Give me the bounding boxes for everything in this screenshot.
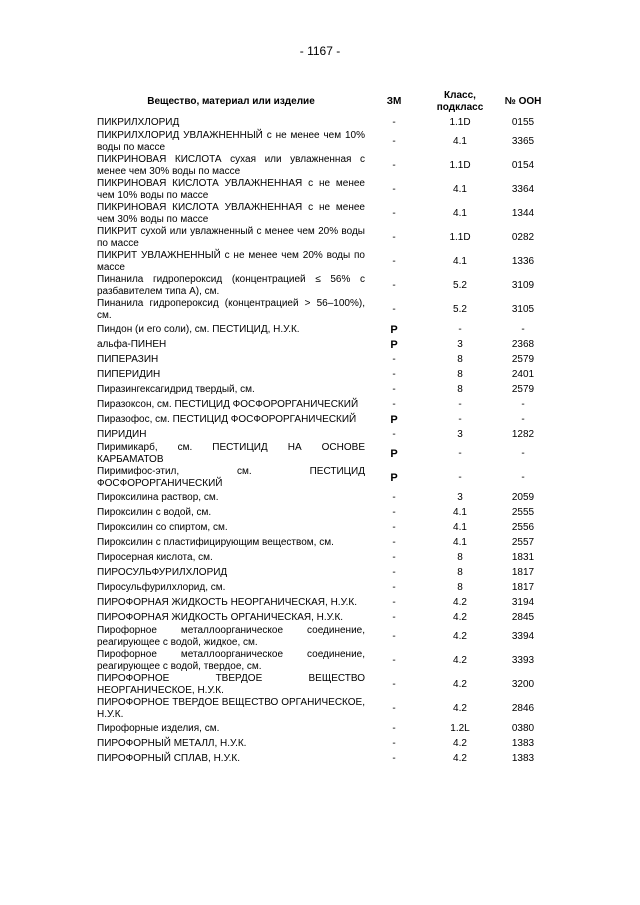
un-number: 1817 — [511, 566, 535, 578]
page-number: - 1167 - — [299, 44, 341, 58]
zm-mark: - — [392, 521, 396, 533]
substance-name: Пирофорное металлоорганическое соединение, реагирующее с водой, жидкое, см. — [97, 625, 365, 648]
substance-name: ПИПЕРИДИН — [97, 368, 161, 380]
hazard-class: 8 — [457, 368, 463, 380]
substance-name: ПИПЕРАЗИН — [97, 353, 159, 365]
un-number: 1817 — [511, 581, 535, 593]
un-number: 1831 — [511, 551, 535, 563]
zm-mark: - — [392, 506, 396, 518]
hazard-class: - — [458, 323, 462, 335]
un-number: 1344 — [511, 208, 535, 219]
substance-name: ПИРОФОРНОЕ ТВЕРДОЕ ВЕЩЕСТВО НЕОРГАНИЧЕСКОЕ, Н.У.К. — [97, 673, 365, 696]
un-number: 2059 — [511, 491, 535, 503]
hazard-class: - — [458, 398, 462, 410]
zm-mark: - — [392, 737, 396, 749]
table-body — [97, 115, 549, 766]
table-row — [97, 178, 549, 202]
hazard-class: - — [458, 472, 462, 483]
substance-name: ПИРОФОРНАЯ ЖИДКОСТЬ НЕОРГАНИЧЕСКАЯ, Н.У.К. — [97, 596, 357, 608]
zm-mark: - — [392, 353, 396, 365]
un-number: 0282 — [511, 232, 535, 243]
table-row — [97, 466, 549, 490]
substance-name: Пиросерная кислота, см. — [97, 551, 213, 563]
zm-mark: - — [392, 581, 396, 593]
zm-mark: - — [392, 256, 396, 267]
hazard-class: 4.1 — [453, 506, 467, 518]
un-number: - — [521, 472, 525, 483]
zm-mark: - — [392, 232, 396, 243]
table-header-row — [97, 88, 549, 115]
hazard-class: 1.2L — [450, 722, 470, 734]
un-number: 2556 — [511, 521, 535, 533]
zm-mark: P — [390, 472, 398, 484]
hazard-class: 4.1 — [453, 184, 467, 195]
un-number: 0155 — [511, 116, 535, 128]
hazard-class: 1.1D — [449, 160, 471, 171]
table-row — [97, 736, 549, 751]
substance-name: ПИРОФОРНЫЙ МЕТАЛЛ, Н.У.К. — [97, 737, 247, 749]
hazard-class: 1.1D — [449, 116, 471, 128]
zm-mark: P — [390, 338, 398, 351]
un-number: 3200 — [511, 679, 535, 690]
header-zm: ЗМ — [386, 95, 402, 107]
zm-mark: - — [392, 596, 396, 608]
substance-name: ПИКРИТ сухой или увлажненный с менее чем 20% воды по массе — [97, 226, 365, 249]
table-row — [97, 490, 549, 505]
un-number: 1383 — [511, 752, 535, 764]
table-row — [97, 625, 549, 649]
substance-name: ПИКРИЛХЛОРИД УВЛАЖНЕННЫЙ с не менее чем 10% воды по массе — [97, 130, 365, 153]
hazard-class: 4.1 — [453, 136, 467, 147]
un-number: 1282 — [511, 428, 535, 440]
zm-mark: P — [390, 448, 398, 460]
table-row — [97, 442, 549, 466]
hazard-class: 4.2 — [453, 611, 467, 623]
substance-name: ПИРОСУЛЬФУРИЛХЛОРИД — [97, 566, 228, 578]
substance-name: ПИРОФОРНЫЙ СПЛАВ, Н.У.К. — [97, 752, 240, 764]
hazard-class: - — [458, 413, 462, 425]
hazard-class: 5.2 — [453, 304, 467, 315]
substance-name: Пироксилин с водой, см. — [97, 506, 212, 518]
substance-name: альфа-ПИНЕН — [97, 338, 167, 350]
substance-name: ПИКРИТ УВЛАЖНЕННЫЙ с не менее чем 20% воды по массе — [97, 250, 365, 273]
hazard-class: 8 — [457, 566, 463, 578]
zm-mark: - — [392, 551, 396, 563]
zm-mark: - — [392, 383, 396, 395]
table-row — [97, 250, 549, 274]
substance-name: ПИКРИНОВАЯ КИСЛОТА УВЛАЖНЕННАЯ с не менее чем 30% воды по массе — [97, 202, 365, 225]
hazard-class: 8 — [457, 383, 463, 395]
header-substance: Вещество, материал или изделие — [147, 95, 315, 107]
hazard-class: 3 — [457, 338, 463, 350]
substance-name: ПИКРИНОВАЯ КИСЛОТА сухая или увлажненная с менее чем 30% воды по массе — [97, 154, 365, 177]
zm-mark: - — [392, 536, 396, 548]
substance-name: ПИКРИЛХЛОРИД — [97, 116, 180, 128]
hazard-class: 4.2 — [453, 703, 467, 714]
un-number: 2579 — [511, 383, 535, 395]
substance-name: Пиразоксон, см. ПЕСТИЦИД ФОСФОРОРГАНИЧЕСКИЙ — [97, 398, 359, 410]
table-row — [97, 535, 549, 550]
table-row — [97, 367, 549, 382]
table-row — [97, 322, 549, 337]
un-number: 3393 — [511, 655, 535, 666]
table-row — [97, 580, 549, 595]
substance-name: Пирофорное металлоорганическое соединение, реагирующее с водой, твердое, см. — [97, 649, 365, 672]
hazard-class: 4.2 — [453, 679, 467, 690]
hazard-class: 4.2 — [453, 631, 467, 642]
table-row — [97, 274, 549, 298]
hazard-class: 4.1 — [453, 256, 467, 267]
substance-name: Пироксилин со спиртом, см. — [97, 521, 228, 533]
un-number: 0154 — [511, 160, 535, 171]
table-row — [97, 427, 549, 442]
table-row — [97, 130, 549, 154]
zm-mark: - — [392, 611, 396, 623]
hazard-class: 4.1 — [453, 521, 467, 533]
un-number: 3105 — [511, 304, 535, 315]
hazard-class: - — [458, 448, 462, 459]
table-row — [97, 505, 549, 520]
un-number: 3109 — [511, 280, 535, 291]
un-number: - — [521, 398, 525, 410]
un-number: 3194 — [511, 596, 535, 608]
un-number: 1383 — [511, 737, 535, 749]
substance-name: ПИРИДИН — [97, 428, 147, 440]
zm-mark: - — [392, 368, 396, 380]
substance-name: Пироксилина раствор, см. — [97, 491, 219, 503]
zm-mark: - — [392, 184, 396, 195]
un-number: 3364 — [511, 184, 535, 195]
table-row — [97, 673, 549, 697]
dangerous-goods-table — [97, 88, 549, 766]
substance-name: Пиримифос-этил, см. ПЕСТИЦИД ФОСФОРОРГАНИЧЕСКИЙ — [97, 466, 365, 489]
un-number: 2846 — [511, 703, 535, 714]
un-number: 2845 — [511, 611, 535, 623]
substance-name: Пиразингексагидрид твердый, см. — [97, 383, 255, 395]
zm-mark: - — [392, 752, 396, 764]
un-number: 2401 — [511, 368, 535, 380]
un-number: - — [521, 413, 525, 425]
zm-mark: - — [392, 398, 396, 410]
zm-mark: - — [392, 703, 396, 714]
zm-mark: - — [392, 280, 396, 291]
table-row — [97, 397, 549, 412]
un-number: - — [521, 323, 525, 335]
table-row — [97, 154, 549, 178]
substance-name: Пирофорные изделия, см. — [97, 722, 220, 734]
substance-name: Пинанила гидропероксид (концентрацией ≤ 56% с разбавителем типа А), см. — [97, 274, 365, 297]
zm-mark: - — [392, 491, 396, 503]
hazard-class: 1.1D — [449, 232, 471, 243]
hazard-class: 4.2 — [453, 737, 467, 749]
substance-name: Пироксилин с пластифицирующим веществом, см. — [97, 536, 334, 548]
hazard-class: 4.2 — [453, 655, 467, 666]
un-number: 2557 — [511, 536, 535, 548]
table-row — [97, 352, 549, 367]
hazard-class: 8 — [457, 581, 463, 593]
zm-mark: - — [392, 655, 396, 666]
header-class: Класс, подкласс — [436, 89, 484, 113]
table-row — [97, 520, 549, 535]
table-row — [97, 751, 549, 766]
un-number: 2368 — [511, 338, 535, 350]
hazard-class: 4.1 — [453, 536, 467, 548]
hazard-class: 8 — [457, 353, 463, 365]
table-row — [97, 226, 549, 250]
hazard-class: 3 — [457, 491, 463, 503]
hazard-class: 5.2 — [453, 280, 467, 291]
table-row — [97, 382, 549, 397]
substance-name: Пинанила гидропероксид (концентрацией > 56–100%), см. — [97, 298, 365, 321]
zm-mark: - — [392, 428, 396, 440]
table-row — [97, 298, 549, 322]
table-row — [97, 412, 549, 427]
table-row — [97, 595, 549, 610]
zm-mark: - — [392, 679, 396, 690]
substance-name: Пиримикарб, см. ПЕСТИЦИД НА ОСНОВЕ КАРБАМАТОВ — [97, 442, 365, 465]
substance-name: ПИКРИНОВАЯ КИСЛОТА УВЛАЖНЕННАЯ с не менее чем 10% воды по массе — [97, 178, 365, 201]
table-row — [97, 337, 549, 352]
substance-name: Пиросульфурилхлорид, см. — [97, 581, 226, 593]
hazard-class: 4.2 — [453, 752, 467, 764]
un-number: 1336 — [511, 256, 535, 267]
un-number: 2555 — [511, 506, 535, 518]
substance-name: Пиразофос, см. ПЕСТИЦИД ФОСФОРОРГАНИЧЕСКИЙ — [97, 413, 357, 425]
hazard-class: 4.1 — [453, 208, 467, 219]
zm-mark: - — [392, 722, 396, 734]
header-un-number: № ООН — [504, 95, 542, 107]
table-row — [97, 697, 549, 721]
zm-mark: - — [392, 566, 396, 578]
hazard-class: 4.2 — [453, 596, 467, 608]
zm-mark: P — [390, 413, 398, 426]
un-number: 3394 — [511, 631, 535, 642]
zm-mark: - — [392, 208, 396, 219]
hazard-class: 3 — [457, 428, 463, 440]
zm-mark: - — [392, 136, 396, 147]
substance-name: ПИРОФОРНАЯ ЖИДКОСТЬ ОРГАНИЧЕСКАЯ, Н.У.К. — [97, 611, 344, 623]
hazard-class: 8 — [457, 551, 463, 563]
zm-mark: - — [392, 304, 396, 315]
un-number: 3365 — [511, 136, 535, 147]
table-row — [97, 202, 549, 226]
un-number: 2579 — [511, 353, 535, 365]
zm-mark: - — [392, 116, 396, 128]
table-row — [97, 610, 549, 625]
zm-mark: P — [390, 323, 398, 336]
table-row — [97, 115, 549, 130]
table-row — [97, 721, 549, 736]
zm-mark: - — [392, 160, 396, 171]
un-number: - — [521, 448, 525, 459]
table-row — [97, 565, 549, 580]
table-row — [97, 649, 549, 673]
table-row — [97, 550, 549, 565]
substance-name: ПИРОФОРНОЕ ТВЕРДОЕ ВЕЩЕСТВО ОРГАНИЧЕСКОЕ, Н.У.К. — [97, 697, 365, 720]
un-number: 0380 — [511, 722, 535, 734]
zm-mark: - — [392, 631, 396, 642]
substance-name: Пиндон (и его соли), см. ПЕСТИЦИД, Н.У.К. — [97, 323, 300, 335]
